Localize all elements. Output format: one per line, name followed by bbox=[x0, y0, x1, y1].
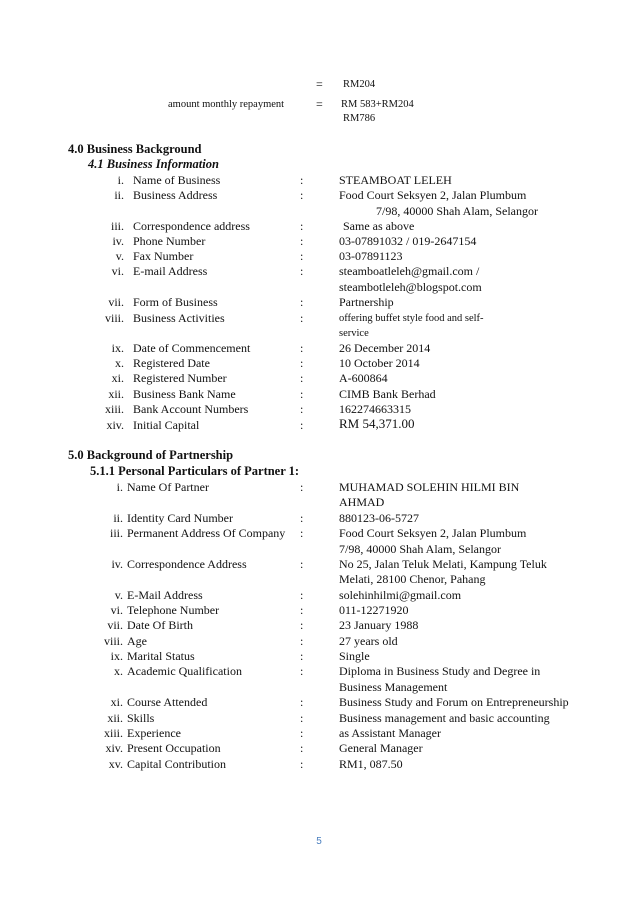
list-item-label: Initial Capital bbox=[133, 418, 200, 432]
list-item-label: Academic Qualification bbox=[127, 664, 242, 678]
list-item-value-cont: AHMAD bbox=[339, 495, 385, 509]
list-item-value: 27 years old bbox=[339, 634, 398, 648]
list-item-number: v. bbox=[114, 588, 123, 602]
list-item-separator: : bbox=[300, 219, 304, 233]
list-item-value: RM 54,371.00 bbox=[339, 416, 415, 431]
list-item-label: Fax Number bbox=[133, 249, 194, 263]
list-item-separator: : bbox=[300, 526, 304, 540]
list-item-number: vii. bbox=[107, 618, 123, 632]
list-item-label: Business Activities bbox=[133, 311, 225, 325]
list-item-value: RM1, 087.50 bbox=[339, 757, 403, 771]
list-item-label: Name Of Partner bbox=[127, 480, 209, 494]
list-item-value: Diploma in Business Study and Degree in bbox=[339, 664, 541, 678]
list-item-label: Date Of Birth bbox=[127, 618, 193, 632]
list-item-value: 03-07891123 bbox=[339, 249, 403, 263]
list-item-number: xiii. bbox=[104, 402, 124, 416]
list-item-number: iii. bbox=[109, 526, 123, 540]
list-item-separator: : bbox=[300, 234, 304, 248]
list-item-separator: : bbox=[300, 634, 304, 648]
list-item-number: xiii. bbox=[103, 726, 123, 740]
list-item-number: vi. bbox=[111, 264, 124, 278]
list-item-label: E-mail Address bbox=[133, 264, 208, 278]
list-item-value: 162274663315 bbox=[339, 402, 411, 416]
list-item-label: Registered Date bbox=[133, 356, 210, 370]
business-information-subheading: 4.1 Business Information bbox=[88, 157, 219, 171]
list-item-number: i. bbox=[116, 480, 123, 494]
list-item-label: Marital Status bbox=[127, 649, 195, 663]
list-item-separator: : bbox=[300, 664, 304, 678]
list-item-label: Date of Commencement bbox=[133, 341, 251, 355]
repayment-total: RM786 bbox=[343, 113, 376, 124]
list-item-number: xiv. bbox=[105, 741, 123, 755]
list-item-label: Experience bbox=[127, 726, 181, 740]
list-item-label: Correspondence Address bbox=[127, 557, 247, 571]
list-item-number: xi. bbox=[110, 695, 123, 709]
list-item-value: General Manager bbox=[339, 741, 423, 755]
list-item-number: xiv. bbox=[106, 418, 124, 432]
list-item-label: Age bbox=[127, 634, 147, 648]
list-item-number: xv. bbox=[108, 757, 123, 771]
list-item-value-cont: 7/98, 40000 Shah Alam, Selangor bbox=[376, 204, 538, 218]
list-item-value: STEAMBOAT LELEH bbox=[339, 173, 452, 187]
list-item-separator: : bbox=[300, 295, 304, 309]
list-item-number: x. bbox=[115, 356, 124, 370]
list-item-separator: : bbox=[300, 588, 304, 602]
list-item-label: E-Mail Address bbox=[127, 588, 203, 602]
list-item-value: Single bbox=[339, 649, 370, 663]
list-item-number: xii. bbox=[108, 387, 124, 401]
list-item-separator: : bbox=[300, 480, 304, 494]
list-item-value: as Assistant Manager bbox=[339, 726, 441, 740]
list-item-value: solehinhilmi@gmail.com bbox=[339, 588, 462, 602]
list-item-label: Present Occupation bbox=[127, 741, 221, 755]
list-item-label: Registered Number bbox=[133, 371, 227, 385]
business-background-heading: 4.0 Business Background bbox=[68, 142, 202, 156]
repayment-value: RM 583+RM204 bbox=[341, 99, 414, 110]
list-item-separator: : bbox=[300, 402, 304, 416]
list-item-value: Food Court Seksyen 2, Jalan Plumbum bbox=[339, 188, 527, 202]
list-item-value-cont: 7/98, 40000 Shah Alam, Selangor bbox=[339, 542, 501, 556]
list-item-value: No 25, Jalan Teluk Melati, Kampung Teluk bbox=[339, 557, 547, 571]
list-item-label: Skills bbox=[127, 711, 155, 725]
list-item-number: ix. bbox=[110, 649, 123, 663]
list-item-separator: : bbox=[300, 741, 304, 755]
list-item-separator: : bbox=[300, 418, 304, 432]
list-item-label: Name of Business bbox=[133, 173, 221, 187]
list-item-separator: : bbox=[300, 249, 304, 263]
list-item-number: v. bbox=[115, 249, 124, 263]
list-item-value: 26 December 2014 bbox=[339, 341, 431, 355]
calc-equals-1: = bbox=[316, 77, 323, 91]
list-item-separator: : bbox=[300, 264, 304, 278]
list-item-separator: : bbox=[300, 757, 304, 771]
list-item-value: Business Study and Forum on Entrepreneurship bbox=[339, 695, 569, 709]
partnership-background-heading: 5.0 Background of Partnership bbox=[68, 448, 234, 462]
list-item-number: viii. bbox=[104, 311, 124, 325]
list-item-label: Course Attended bbox=[127, 695, 208, 709]
list-item-value: Food Court Seksyen 2, Jalan Plumbum bbox=[339, 526, 527, 540]
list-item-label: Permanent Address Of Company bbox=[127, 526, 286, 540]
list-item-value: offering buffet style food and self- bbox=[339, 313, 484, 324]
list-item-value: MUHAMAD SOLEHIN HILMI BIN bbox=[339, 480, 520, 494]
calc-value-1: RM204 bbox=[343, 79, 376, 90]
list-item-number: iv. bbox=[112, 234, 124, 248]
list-item-separator: : bbox=[300, 341, 304, 355]
list-item-label: Phone Number bbox=[133, 234, 206, 248]
list-item-separator: : bbox=[300, 387, 304, 401]
list-item-value: CIMB Bank Berhad bbox=[339, 387, 436, 401]
partner-particulars-subheading: 5.1.1 Personal Particulars of Partner 1: bbox=[90, 464, 300, 478]
repayment-equals: = bbox=[316, 97, 323, 111]
list-item-number: vii. bbox=[108, 295, 124, 309]
list-item-label: Bank Account Numbers bbox=[133, 402, 249, 416]
list-item-value-cont: steambotleleh@blogspot.com bbox=[339, 280, 482, 294]
repayment-label: amount monthly repayment bbox=[168, 99, 285, 110]
list-item-value: Same as above bbox=[343, 219, 415, 233]
list-item-value: 23 January 1988 bbox=[339, 618, 419, 632]
list-item-separator: : bbox=[300, 649, 304, 663]
list-item-separator: : bbox=[300, 603, 304, 617]
list-item-number: viii. bbox=[103, 634, 123, 648]
list-item-separator: : bbox=[300, 557, 304, 571]
list-item-number: ii. bbox=[114, 188, 124, 202]
list-item-value-cont: Melati, 28100 Chenor, Pahang bbox=[339, 572, 486, 586]
list-item-separator: : bbox=[300, 188, 304, 202]
list-item-value: A-600864 bbox=[339, 371, 388, 385]
list-item-number: ii. bbox=[113, 511, 123, 525]
list-item-separator: : bbox=[300, 311, 304, 325]
list-item-value: 03-07891032 / 019-2647154 bbox=[339, 234, 477, 248]
list-item-label: Business Address bbox=[133, 188, 218, 202]
list-item-separator: : bbox=[300, 511, 304, 525]
list-item-label: Capital Contribution bbox=[127, 757, 226, 771]
list-item-separator: : bbox=[300, 356, 304, 370]
list-item-value-cont: service bbox=[339, 328, 369, 339]
list-item-number: vi. bbox=[110, 603, 123, 617]
list-item-value: Partnership bbox=[339, 295, 394, 309]
list-item-number: iv. bbox=[111, 557, 123, 571]
list-item-value-cont: Business Management bbox=[339, 680, 448, 694]
list-item-label: Correspondence address bbox=[133, 219, 250, 233]
list-item-label: Form of Business bbox=[133, 295, 218, 309]
list-item-label: Identity Card Number bbox=[127, 511, 233, 525]
list-item-separator: : bbox=[300, 726, 304, 740]
list-item-number: i. bbox=[117, 173, 124, 187]
list-item-number: x. bbox=[114, 664, 123, 678]
list-item-label: Business Bank Name bbox=[133, 387, 236, 401]
list-item-number: xi. bbox=[111, 371, 124, 385]
list-item-number: xii. bbox=[107, 711, 123, 725]
list-item-separator: : bbox=[300, 371, 304, 385]
list-item-value: 10 October 2014 bbox=[339, 356, 420, 370]
list-item-value: 880123-06-5727 bbox=[339, 511, 419, 525]
list-item-label: Telephone Number bbox=[127, 603, 220, 617]
list-item-separator: : bbox=[300, 711, 304, 725]
page-number: 5 bbox=[316, 836, 322, 847]
list-item-number: iii. bbox=[110, 219, 124, 233]
list-item-value: Business management and basic accounting bbox=[339, 711, 550, 725]
list-item-separator: : bbox=[300, 618, 304, 632]
list-item-value: steamboatleleh@gmail.com / bbox=[339, 264, 480, 278]
list-item-value: 011-12271920 bbox=[339, 603, 409, 617]
list-item-separator: : bbox=[300, 173, 304, 187]
list-item-number: ix. bbox=[111, 341, 124, 355]
list-item-separator: : bbox=[300, 695, 304, 709]
